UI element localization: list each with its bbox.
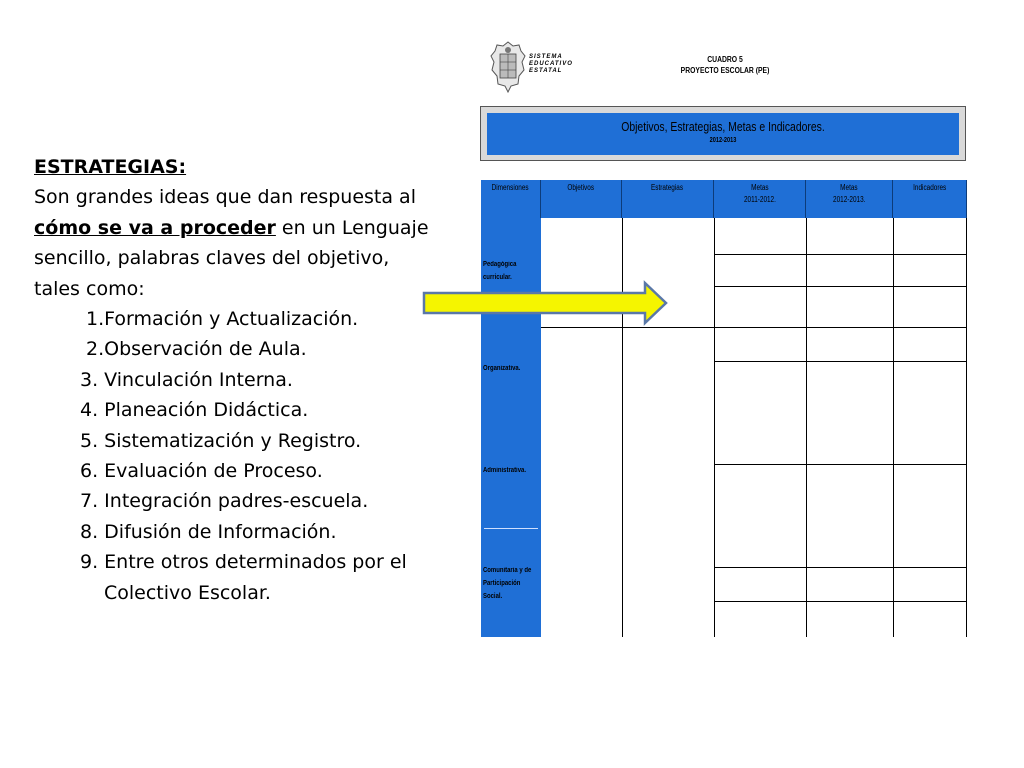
intro-line-4: tales como: <box>34 277 145 300</box>
logo-caption-line-1: SISTEMA <box>529 54 563 60</box>
intro-line-2 <box>34 213 464 243</box>
strategy-item-7: 7. Integración padres-escuela. <box>80 490 369 513</box>
header-metas-2011: Metas 2011-2012. <box>714 180 806 218</box>
strategy-item-4: 4. Planeación Didáctica. <box>80 399 309 422</box>
dim-pedagogica: Pedagógica curricular. <box>483 261 517 281</box>
strategy-item-9: 9. Entre otros determinados por el <box>80 551 407 574</box>
strategies-text-block <box>34 152 464 608</box>
right-arrow-icon <box>420 280 670 326</box>
intro-line-3: sencillo, palabras claves del objetivo, <box>34 247 390 270</box>
strategy-item-2: 2.Observación de Aula. <box>86 338 307 361</box>
table-banner-frame <box>480 106 966 161</box>
logo-caption-line-3: ESTATAL <box>529 68 563 74</box>
proyecto-label: PROYECTO ESCOLAR (PE) <box>680 66 770 75</box>
strategy-item-1: 1.Formación y Actualización. <box>86 308 359 331</box>
header-objetivos: Objetivos <box>541 180 622 218</box>
strategy-item-6: 6. Evaluación de Proceso. <box>80 460 323 483</box>
dim-divider <box>484 528 538 529</box>
intro-line-2-rest: en un Lenguaje <box>275 216 429 239</box>
header-indicadores: Indicadores <box>893 180 967 218</box>
header-metas-2012: Metas 2012-2013. <box>806 180 893 218</box>
dim-administrativa: Administrativa. <box>483 467 526 474</box>
header-dimensiones: Dimensiones <box>481 180 541 218</box>
strategy-item-8: 8. Difusión de Información. <box>80 520 337 543</box>
banner-years: 2012-2013 <box>709 137 737 144</box>
intro-bold-phrase: cómo se va a proceder <box>34 216 276 239</box>
logo-caption-line-2: EDUCATIVO <box>529 61 573 67</box>
table-banner <box>487 113 959 155</box>
seal-logo-icon <box>489 40 527 94</box>
header-estrategias: Estrategias <box>622 180 714 218</box>
document-title <box>670 54 781 76</box>
dim-comunitaria: Comunitaria y de Participación Social. <box>483 567 532 600</box>
objectives-table <box>481 180 967 637</box>
strategy-item-5: 5. Sistematización y Registro. <box>80 429 362 452</box>
intro-line-1: Son grandes ideas que dan respuesta al <box>34 186 416 209</box>
cuadro-label: CUADRO 5 <box>707 55 743 64</box>
logo-caption <box>529 54 573 75</box>
dim-organizativa: Organizativa. <box>483 365 521 372</box>
strategy-item-10: Colectivo Escolar. <box>104 581 271 604</box>
strategies-heading: ESTRATEGIAS: <box>34 156 187 178</box>
strategy-item-3: 3. Vinculación Interna. <box>80 368 293 391</box>
banner-title: Objetivos, Estrategias, Metas e Indicadores. <box>621 119 825 134</box>
